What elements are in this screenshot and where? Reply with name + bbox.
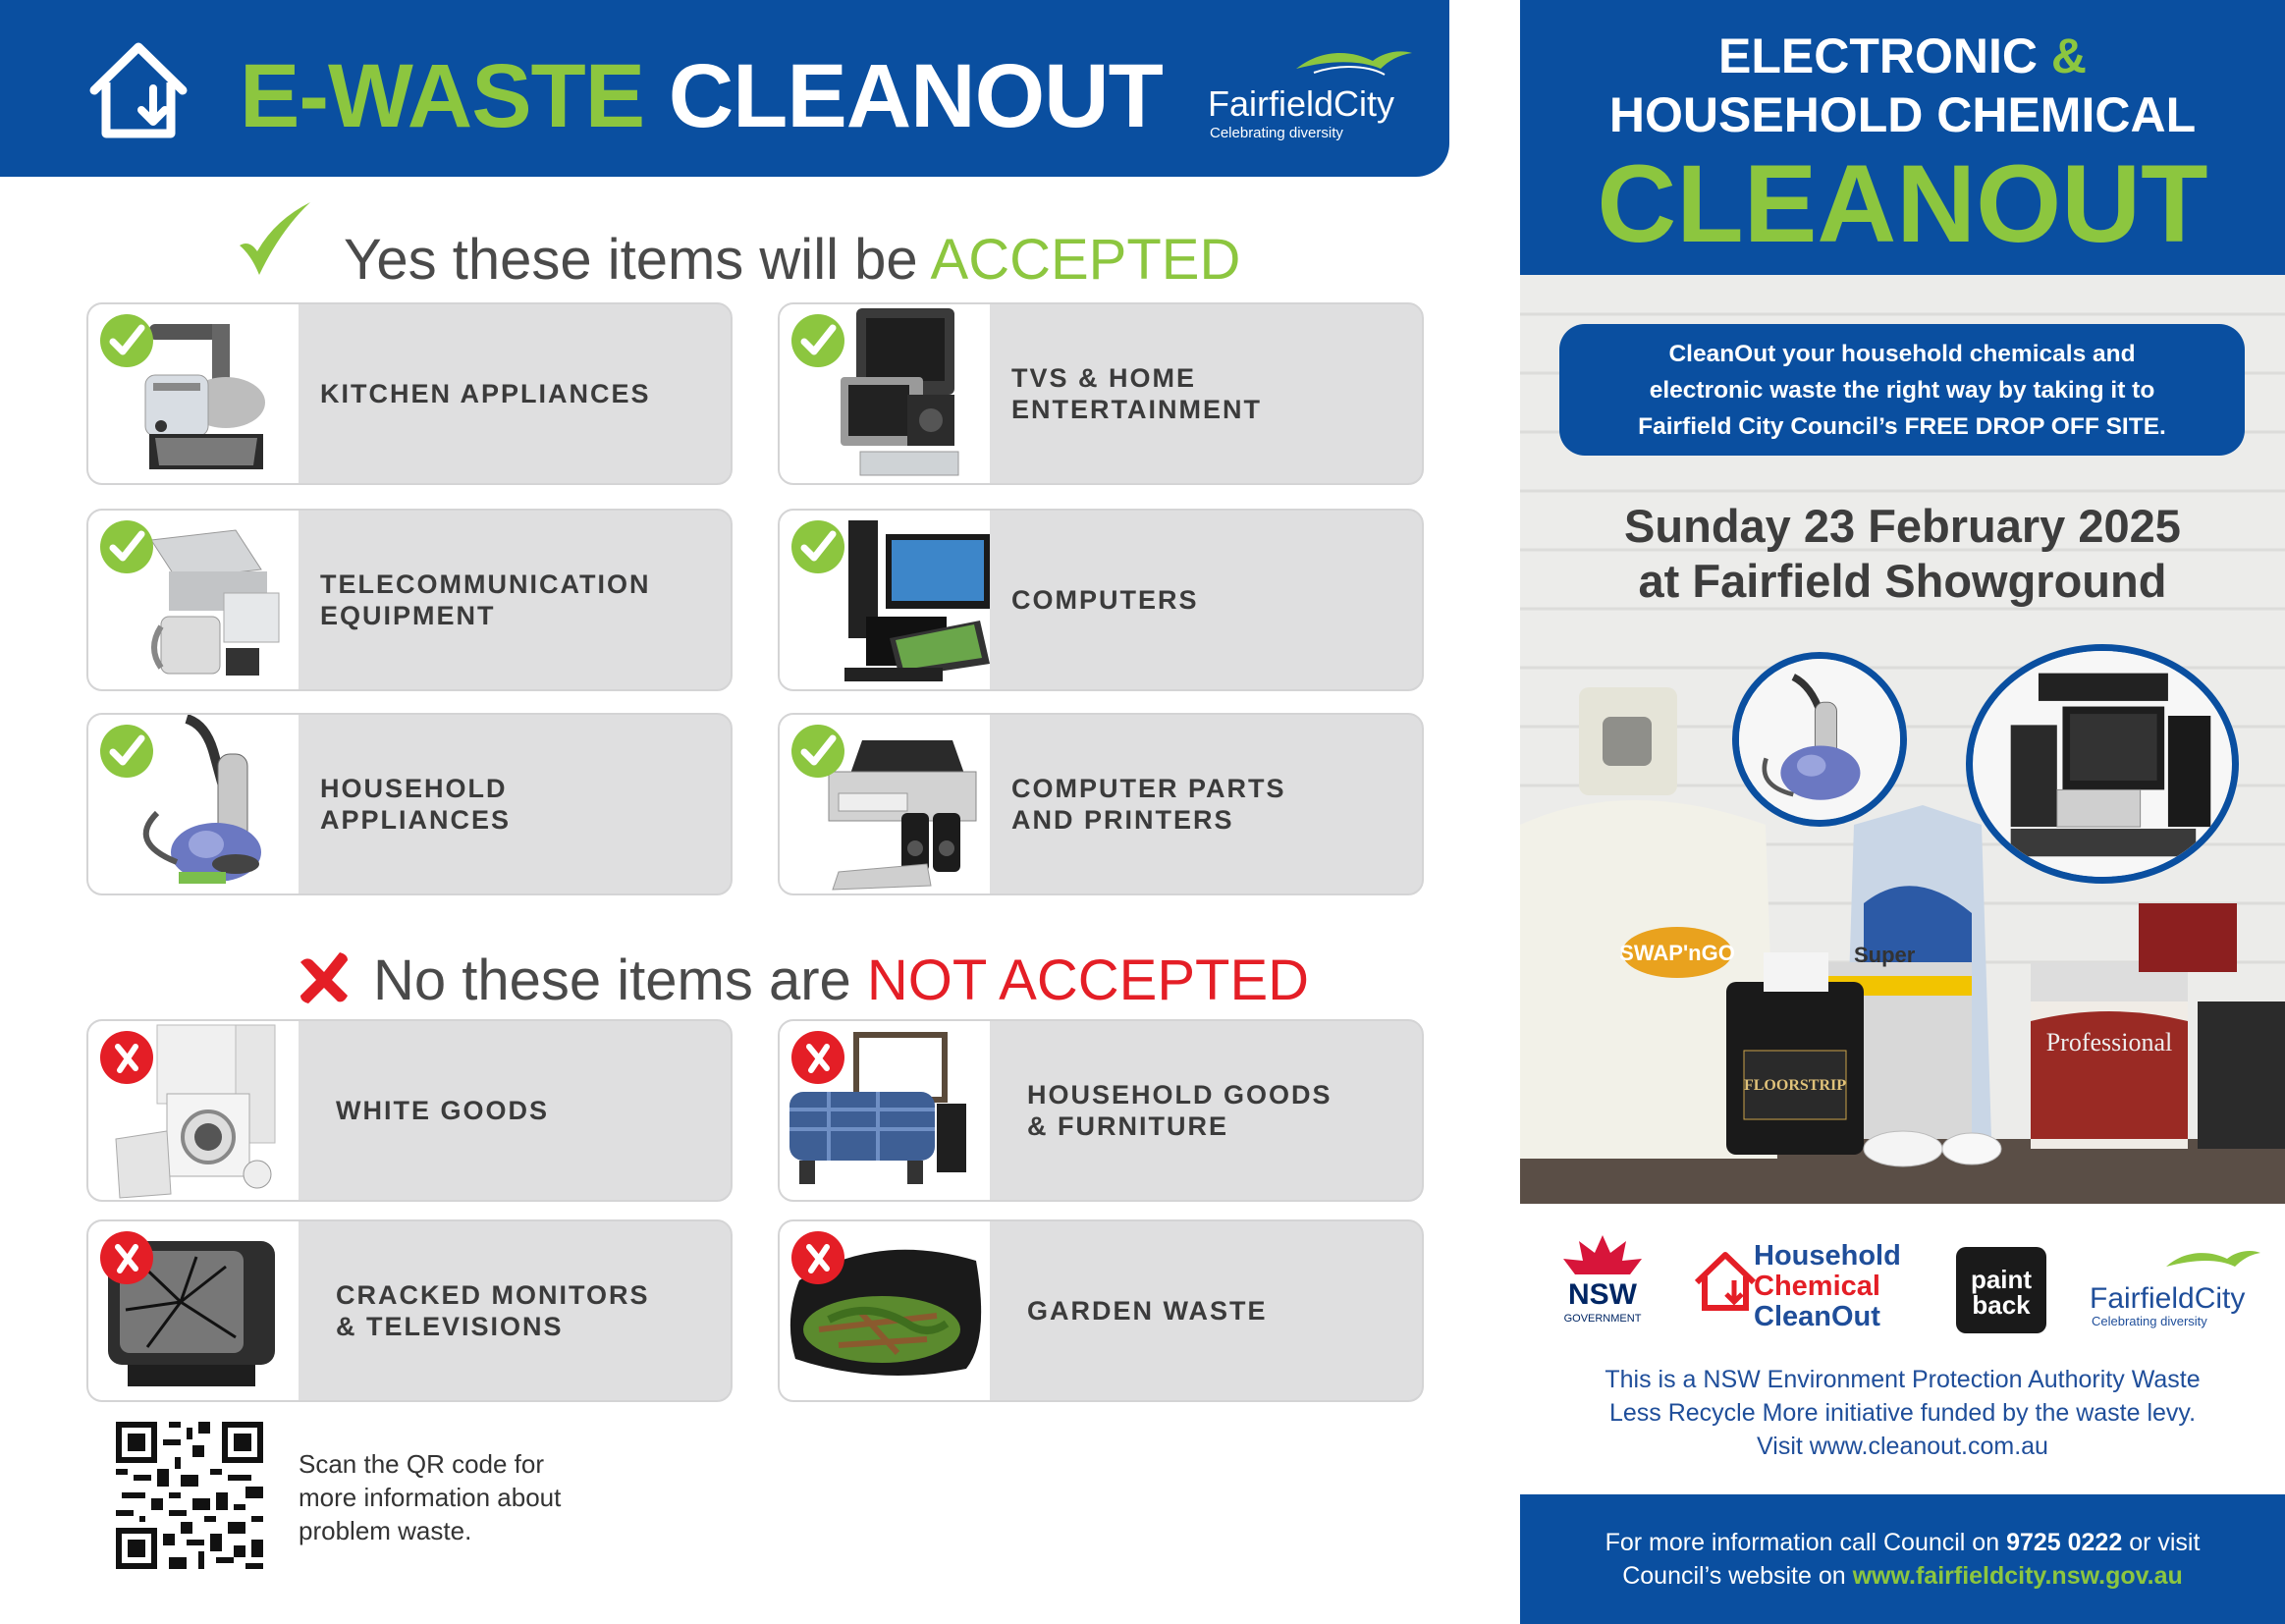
paint-label: Professional — [2045, 1028, 2173, 1056]
accepted-check-icon — [98, 723, 155, 780]
council-website-link[interactable]: www.fairfieldcity.nsw.gov.au — [1852, 1562, 2183, 1590]
rejected-item-cracked-monitors — [86, 1219, 733, 1402]
electronics-circle-photo — [1966, 644, 2239, 884]
accepted-heading — [344, 228, 1241, 292]
rejected-cross-icon — [98, 1229, 155, 1286]
furniture-photo — [780, 1021, 990, 1200]
nsw-subtext: GOVERNMENT — [1563, 1313, 1642, 1325]
telecom-photo — [88, 511, 299, 689]
printers-photo — [780, 715, 990, 893]
accepted-check-icon — [789, 518, 846, 575]
gas-bottle-brand: SWAP'nGO — [1619, 941, 1735, 965]
item-label: GARDEN WASTE — [1027, 1296, 1268, 1326]
home-arrow-icon — [84, 35, 192, 145]
rejected-cross-icon — [789, 1029, 846, 1086]
vacuum-circle-photo — [1732, 652, 1907, 827]
household-appliances-photo — [88, 715, 299, 893]
rejected-item-white-goods — [86, 1019, 733, 1202]
footer-pre: For more information call Council on — [1605, 1529, 2007, 1556]
home-chemical-icon — [1691, 1247, 1760, 1316]
title-white: CLEANOUT — [668, 46, 1163, 146]
accepted-heading-text: Yes these items will be — [344, 228, 931, 292]
paintback-line1: paint — [1970, 1265, 2033, 1294]
logo-name: FairfieldCity — [1208, 83, 1395, 124]
computers-photo — [780, 511, 990, 689]
accepted-item-tvs-home-entertainment — [778, 302, 1424, 485]
accepted-check-icon — [789, 312, 846, 369]
item-label: CRACKED MONITORS & TELEVISIONS — [336, 1280, 650, 1341]
accepted-item-computer-parts-printers — [778, 713, 1424, 895]
item-label: WHITE GOODS — [336, 1096, 549, 1125]
rejected-item-household-goods-furniture — [778, 1019, 1424, 1202]
right-title-electronic: ELECTRONIC — [1717, 28, 2051, 83]
event-date: Sunday 23 February 2025 — [1624, 500, 2181, 552]
title-green: E-WASTE — [240, 46, 645, 146]
accepted-item-telecommunication — [86, 509, 733, 691]
fairfield-city-logo — [1206, 39, 1422, 147]
footer-line1 — [1520, 1526, 2285, 1559]
accepted-check-icon — [789, 723, 846, 780]
footer-line2 — [1520, 1559, 2285, 1593]
footer-line2-pre: Council’s website on — [1622, 1562, 1853, 1590]
right-title-block — [1520, 0, 2285, 275]
rejected-heading-highlight: NOT ACCEPTED — [866, 948, 1310, 1012]
header-bar — [0, 0, 1449, 177]
right-title-ampersand: & — [2050, 28, 2087, 83]
item-label: COMPUTER PARTS AND PRINTERS — [1011, 774, 1286, 835]
rejected-cross-icon — [98, 1029, 155, 1086]
right-title-line2: HOUSEHOLD CHEMICAL — [1608, 87, 2197, 142]
item-label: HOUSEHOLD APPLIANCES — [320, 774, 512, 835]
item-label: COMPUTERS — [1011, 585, 1199, 615]
garden-waste-photo — [780, 1221, 990, 1400]
rejected-heading-text: No these items are — [373, 948, 867, 1012]
right-title-line1 — [1520, 28, 2285, 83]
hcc-line1: Household — [1754, 1240, 1901, 1272]
rejected-cross-icon — [789, 1229, 846, 1286]
hcc-line2: Chemical — [1754, 1271, 1880, 1302]
large-cross-icon — [295, 948, 354, 1007]
item-label: TVS & HOME ENTERTAINMENT — [1011, 363, 1262, 424]
qr-instructions: Scan the QR code for more information about problem waste. — [299, 1449, 562, 1545]
page-title — [240, 46, 1163, 146]
accepted-item-household-appliances — [86, 713, 733, 895]
cracked-tv-photo — [88, 1221, 299, 1400]
footer-mid: or visit — [2122, 1529, 2201, 1556]
council-phone[interactable]: 9725 0222 — [2006, 1529, 2123, 1556]
white-goods-photo — [88, 1021, 299, 1200]
accepted-check-icon — [98, 518, 155, 575]
household-chemical-cleanout-logo — [1754, 1241, 1901, 1332]
large-checkmark-icon — [236, 200, 314, 279]
accepted-item-computers — [778, 509, 1424, 691]
rejected-item-garden-waste — [778, 1219, 1424, 1402]
fairfield-logo-tagline: Celebrating diversity — [2092, 1314, 2207, 1328]
item-label: HOUSEHOLD GOODS & FURNITURE — [1027, 1080, 1333, 1141]
accepted-check-icon — [98, 312, 155, 369]
accepted-item-kitchen-appliances — [86, 302, 733, 485]
accepted-heading-highlight: ACCEPTED — [930, 228, 1241, 292]
fairfield-logo-name: FairfieldCity — [2090, 1282, 2246, 1315]
contact-footer — [1520, 1494, 2285, 1624]
right-title-cleanout: CLEANOUT — [1597, 142, 2208, 265]
epa-initiative-text: This is a NSW Environment Protection Authority Waste Less Recycle More initiative funded by the waste levy. Visit www.cleanout.com.au — [1605, 1366, 2201, 1460]
paintback-logo — [1956, 1247, 2046, 1333]
intro-box: CleanOut your household chemicals and electronic waste the right way by taking it to Fairfield City Council’s FREE DROP OFF SITE. — [1559, 324, 2245, 456]
kitchen-appliances-photo — [88, 304, 299, 483]
nsw-government-logo — [1555, 1231, 1650, 1333]
paintback-line2: back — [1972, 1290, 2031, 1320]
rejected-heading — [373, 948, 1310, 1012]
item-label: KITCHEN APPLIANCES — [320, 379, 651, 408]
qr-code[interactable] — [116, 1422, 263, 1569]
sponsor-logos — [1520, 1204, 2285, 1351]
item-label: TELECOMMUNICATION EQUIPMENT — [320, 569, 651, 630]
battery-brand: Super — [1854, 943, 1916, 967]
hcc-line3: CleanOut — [1754, 1301, 1880, 1332]
tvs-photo — [780, 304, 990, 483]
nsw-text: NSW — [1568, 1278, 1637, 1311]
event-place: at Fairfield Showground — [1638, 555, 2167, 607]
bottle-label: FLOORSTRIP — [1743, 1077, 1847, 1094]
logo-tagline: Celebrating diversity — [1210, 125, 1343, 141]
fairfield-city-logo-small — [2088, 1237, 2264, 1335]
